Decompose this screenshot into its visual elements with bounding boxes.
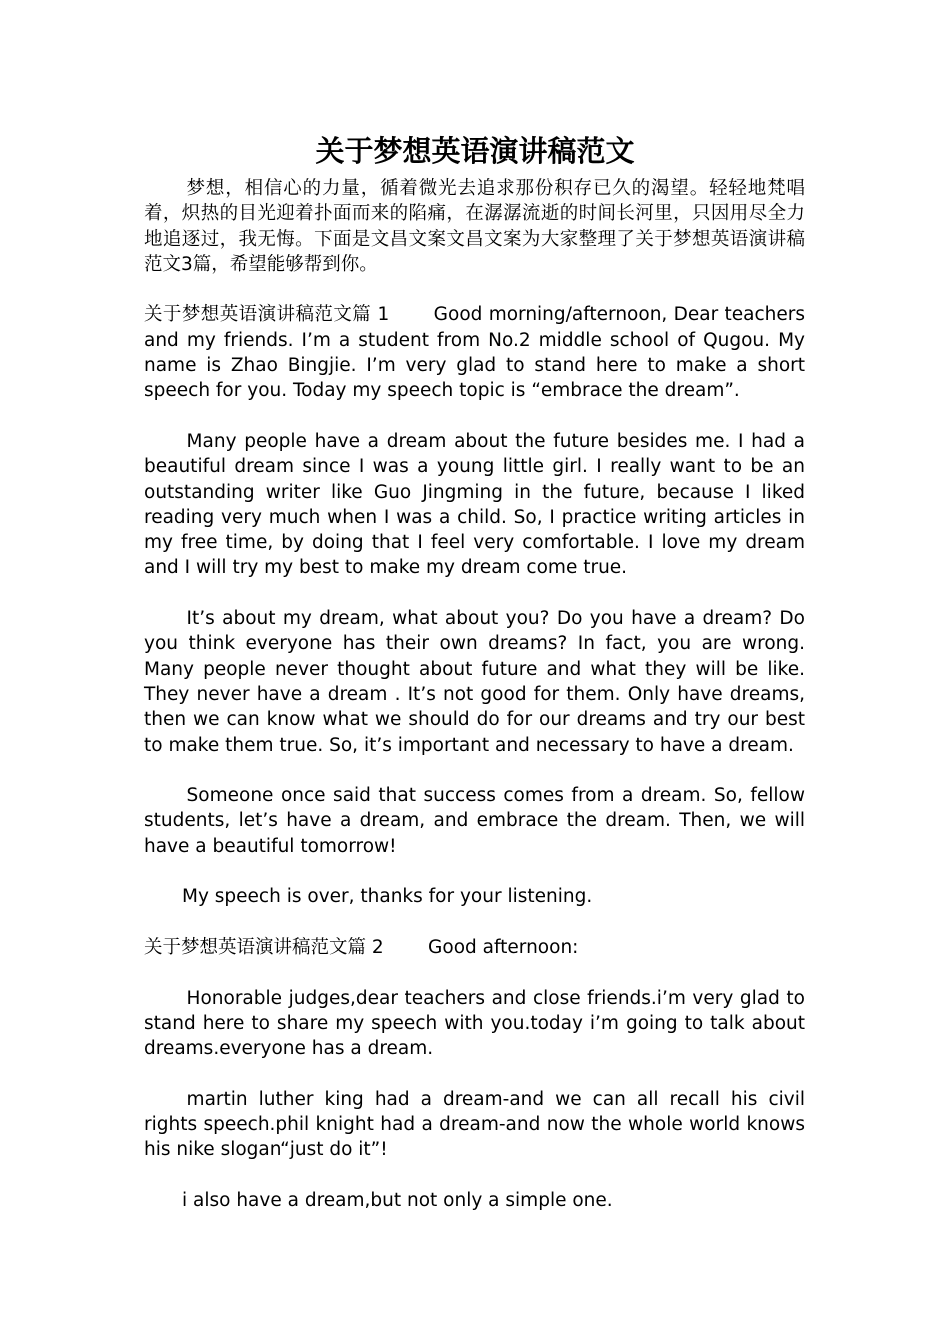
section-2-opening-text: Good afternoon: (428, 936, 579, 958)
paragraph-spacer (144, 960, 805, 985)
section-2-paragraph: martin luther king had a dream-and we can all recall his civil rights speech.phil knight had a dream-and now the whole world knows his nike slogan“just do it”! (144, 1088, 805, 1161)
document-body (144, 176, 805, 1213)
section-2-opening (144, 935, 805, 960)
paragraph-spacer (144, 758, 805, 783)
intro-paragraph: 梦想，相信心的力量，循着微光去追求那份积存已久的渴望。轻轻地梵唱着，炽热的目光迎着扑面而来的陷痛，在潺潺流逝的时间长河里，只因用尽全力地追逐过，我无悔。下面是文昌文案文昌文案为大家整理了关于梦想英语演讲稿范文3篇，希望能够帮到你。 (144, 178, 805, 275)
section-2-closing: i also have a dream,but not only a simple one. (182, 1189, 613, 1211)
paragraph-spacer (144, 859, 805, 884)
section-2-paragraph: Honorable judges,dear teachers and close friends.i’m very glad to stand here to share my speech with you.today i’m going to talk about dreams.everyone has a dream. (144, 987, 805, 1060)
paragraph-spacer (144, 581, 805, 606)
section-1-label: 关于梦想英语演讲稿范文篇 1 (144, 304, 390, 326)
paragraph-spacer (144, 910, 805, 935)
section-1-paragraph: Someone once said that success comes from a dream. So, fellow students, let’s have a dream, and embrace the dream. Then, we will have a beautiful tomorrow! (144, 785, 805, 857)
document-title: 关于梦想英语演讲稿范文 (315, 134, 635, 168)
paragraph-spacer (144, 1163, 805, 1188)
section-1-closing: My speech is over, thanks for your listening. (182, 886, 593, 908)
paragraph-spacer (144, 1061, 805, 1086)
section-1-paragraph: It’s about my dream, what about you? Do you have a dream? Do you think everyone has their own dreams? In fact, you are wrong. Many people never thought about future and what they will be like. They never have a dream . It’s not good for them. Only have dreams, then we can know what we should do for our dreams and try our best to make them true. So, it’s important and necessary to have a dream. (144, 608, 805, 756)
section-1-opening-text: Good morning/afternoon, Dear teachers and my friends. I’m a student from No.2 middle school of Qugou. My name is Zhao Bingjie. I’m very glad to stand here to make a short speech for you. Today my speech topic is “embrace the dream”. (144, 304, 805, 402)
section-1-paragraph: Many people have a dream about the future besides me. I had a beautiful dream since I was a young little girl. I really want to be an outstanding writer like Guo Jingming in the future, because I liked reading very much when I was a child. So, I practice writing articles in my free time, by doing that I feel very comfortable. I love my dream and I will try my best to make my dream come true. (144, 430, 805, 579)
section-1-opening (144, 302, 805, 403)
section-2-label: 关于梦想英语演讲稿范文篇 2 (144, 936, 384, 958)
paragraph-spacer (144, 404, 805, 429)
paragraph-spacer (144, 277, 805, 302)
